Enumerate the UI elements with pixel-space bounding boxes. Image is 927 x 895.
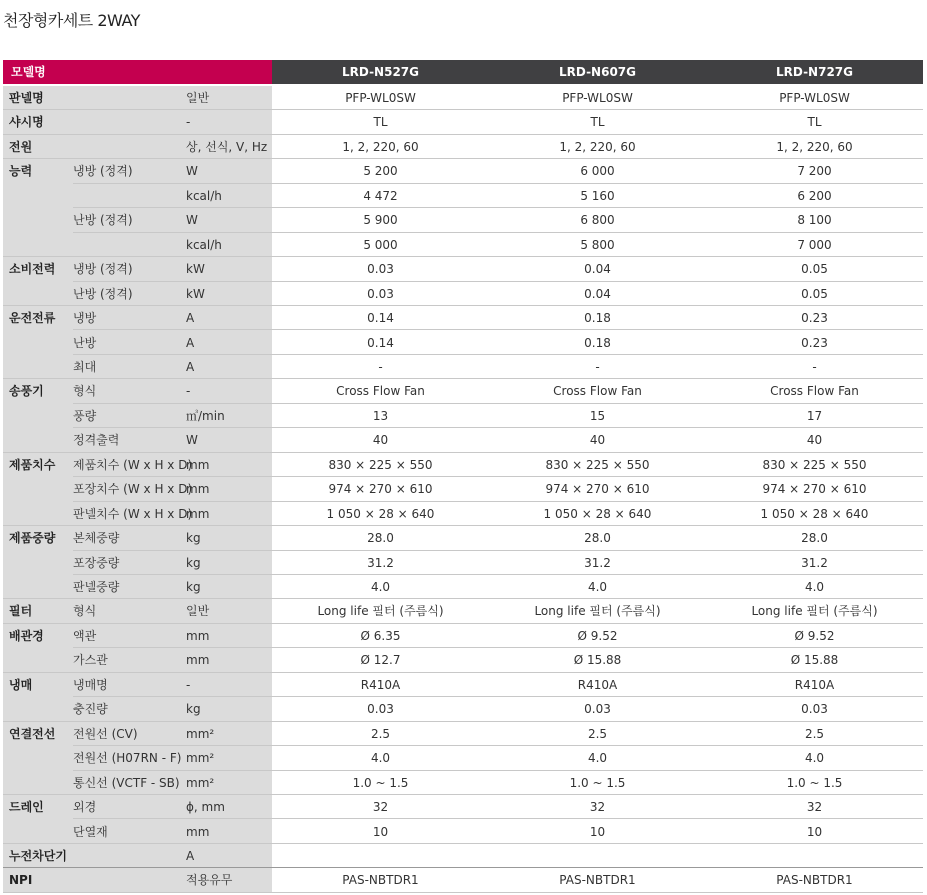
row-value-model-3: R410A (794, 677, 835, 692)
row-unit: mm (186, 506, 210, 521)
row-category: 제품치수 (9, 457, 56, 472)
row-value-model-3: 40 (806, 433, 823, 448)
row-value-model-3: 31.2 (801, 555, 828, 570)
row-category: 배관경 (9, 628, 44, 643)
table-row (3, 575, 923, 599)
row-value-model-3: 1 050 × 28 × 640 (760, 506, 869, 521)
row-value-model-3: 7 200 (797, 164, 832, 179)
row-value-model-1: R410A (360, 677, 401, 692)
row-value-model-3: 28.0 (801, 531, 828, 546)
row-subcategory: 냉방 (73, 311, 97, 326)
row-unit: A (186, 359, 195, 374)
row-value-model-2: 0.04 (584, 286, 611, 301)
row-subcategory: 난방 (73, 335, 97, 350)
row-value-model-1: 1 050 × 28 × 640 (326, 506, 435, 521)
row-category: 전원 (9, 139, 33, 154)
row-unit: 적용유무 (186, 873, 233, 888)
row-unit: A (186, 335, 195, 350)
row-value-model-1: 0.14 (367, 311, 394, 326)
row-value-model-3: PFP-WL0SW (779, 91, 850, 105)
row-value-model-3: 0.23 (801, 311, 828, 326)
row-value-model-2: 0.18 (584, 311, 611, 326)
table-row (3, 135, 923, 159)
row-value-model-2: 28.0 (584, 531, 611, 546)
row-unit: kW (186, 286, 205, 301)
row-unit: kW (186, 262, 205, 277)
row-value-model-1: 0.03 (367, 702, 394, 717)
table-row (3, 624, 923, 648)
row-unit: - (186, 384, 191, 399)
row-unit: kg (186, 555, 201, 570)
table-row (3, 697, 923, 721)
row-value-model-1: 830 × 225 × 550 (328, 457, 433, 472)
table-row (3, 648, 923, 672)
row-value-model-3: Long life 필터 (주름식) (751, 604, 878, 619)
row-subcategory: 정격출력 (73, 433, 120, 448)
table-row (3, 502, 923, 526)
row-category: 운전전류 (9, 311, 56, 326)
table-row (3, 404, 923, 428)
row-value-model-3: 0.05 (801, 286, 828, 301)
npi-divider (3, 867, 923, 868)
row-subcategory: 판넬치수 (W x H x D) (73, 506, 193, 521)
row-unit: kg (186, 531, 201, 546)
page-title: 천장형카세트 2WAY (3, 11, 140, 30)
row-value-model-3: Cross Flow Fan (770, 384, 859, 399)
row-subcategory: 통신선 (VCTF - SB) (73, 775, 180, 790)
row-value-model-3: TL (807, 115, 822, 130)
row-unit: mm (186, 824, 210, 839)
row-value-model-1: PAS-NBTDR1 (342, 873, 419, 888)
row-value-model-2: 10 (589, 824, 606, 839)
table-row (3, 526, 923, 550)
header-model-3: LRD-N727G (776, 65, 853, 79)
row-value-model-1: 5 900 (363, 213, 398, 228)
table-row (3, 233, 923, 257)
row-value-model-2: - (595, 359, 600, 374)
table-header (3, 60, 923, 84)
row-subcategory: 최대 (73, 359, 97, 374)
row-value-model-2: 0.03 (584, 702, 611, 717)
table-row (3, 184, 923, 208)
row-value-model-3: 0.03 (801, 702, 828, 717)
row-unit: mm² (186, 775, 215, 790)
header-models (272, 60, 923, 84)
row-value-model-3: 17 (806, 408, 823, 423)
row-subcategory: 난방 (정격) (73, 286, 133, 301)
row-value-model-2: Cross Flow Fan (553, 384, 642, 399)
row-subcategory: 냉방 (정격) (73, 262, 133, 277)
row-value-model-1: - (378, 359, 383, 374)
table-row (3, 673, 923, 697)
row-unit: kcal/h (186, 188, 222, 203)
row-unit: kg (186, 580, 201, 594)
table-row (3, 159, 923, 183)
table-row (3, 453, 923, 477)
row-value-model-1: Long life 필터 (주름식) (317, 604, 444, 619)
row-value-model-1: 5 200 (363, 164, 398, 179)
row-value-model-2: 32 (589, 800, 606, 815)
row-unit: W (186, 213, 198, 228)
table-row (3, 208, 923, 232)
row-subcategory: 냉매명 (73, 677, 108, 692)
row-value-model-1: 4.0 (370, 751, 391, 766)
row-subcategory: 포장중량 (73, 555, 120, 570)
row-value-model-3: Ø 9.52 (794, 628, 835, 643)
row-value-model-1: Cross Flow Fan (336, 384, 425, 399)
row-value-model-1: TL (373, 115, 388, 130)
table-row (3, 722, 923, 746)
row-subcategory: 형식 (73, 604, 97, 619)
row-value-model-3: - (812, 359, 817, 374)
table-row (3, 355, 923, 379)
row-value-model-2: 974 × 270 × 610 (545, 482, 650, 497)
row-value-model-3: 1, 2, 220, 60 (776, 139, 853, 154)
row-category: 소비전력 (9, 262, 56, 277)
row-value-model-2: 0.18 (584, 335, 611, 350)
header-model-label: 모델명 (3, 60, 272, 84)
row-value-model-3: PAS-NBTDR1 (776, 873, 853, 888)
row-unit: mm (186, 653, 210, 668)
row-unit: mm (186, 482, 210, 497)
row-value-model-2: 15 (589, 408, 606, 423)
row-value-model-2: R410A (577, 677, 618, 692)
table-row (3, 306, 923, 330)
row-value-model-3: Ø 15.88 (790, 653, 839, 668)
row-unit: - (186, 115, 191, 130)
row-subcategory: 제품치수 (W x H x D) (73, 457, 193, 472)
row-value-model-1: PFP-WL0SW (345, 91, 416, 105)
row-subcategory: 난방 (정격) (73, 213, 133, 228)
row-value-model-1: 31.2 (367, 555, 394, 570)
row-value-model-2: 6 000 (580, 164, 615, 179)
row-value-model-1: 5 000 (363, 237, 398, 252)
row-category: NPI (9, 873, 33, 888)
row-subcategory: 액관 (73, 628, 97, 643)
row-unit: A (186, 311, 195, 326)
row-value-model-2: 1, 2, 220, 60 (559, 139, 636, 154)
row-value-model-3: 1.0 ~ 1.5 (786, 775, 843, 790)
row-value-model-1: 974 × 270 × 610 (328, 482, 433, 497)
row-subcategory: 형식 (73, 384, 97, 399)
row-value-model-2: PFP-WL0SW (562, 91, 633, 105)
row-category: 샤시명 (9, 115, 44, 130)
row-subcategory: 풍량 (73, 408, 97, 423)
row-value-model-1: 0.03 (367, 262, 394, 277)
row-value-model-3: 6 200 (797, 188, 832, 203)
row-value-model-1: 0.14 (367, 335, 394, 350)
row-value-model-1: 32 (372, 800, 389, 815)
row-value-model-3: 0.23 (801, 335, 828, 350)
row-subcategory: 외경 (73, 800, 97, 815)
row-value-model-1: 40 (372, 433, 389, 448)
row-unit: 일반 (186, 604, 210, 619)
row-subcategory: 냉방 (정격) (73, 164, 133, 179)
row-unit: mm (186, 628, 210, 643)
row-value-model-1: 10 (372, 824, 389, 839)
row-value-model-3: 32 (806, 800, 823, 815)
row-subcategory: 단열재 (73, 824, 108, 839)
table-row (3, 795, 923, 819)
row-value-model-2: 31.2 (584, 555, 611, 570)
header-model-1: LRD-N527G (342, 65, 419, 79)
row-subcategory: 판넬중량 (73, 580, 120, 594)
table-row (3, 282, 923, 306)
row-category: 제품중량 (9, 531, 56, 546)
table-row (3, 477, 923, 501)
table-row (3, 379, 923, 403)
table-row (3, 86, 923, 110)
row-value-model-1: 4.0 (370, 580, 391, 594)
row-value-model-3: 10 (806, 824, 823, 839)
row-value-model-2: 6 800 (580, 213, 615, 228)
row-unit: 상, 선식, V, Hz (186, 139, 268, 154)
row-subcategory: 가스관 (73, 653, 108, 668)
row-unit: 일반 (186, 91, 210, 105)
row-value-model-3: 0.05 (801, 262, 828, 277)
row-value-model-3: 8 100 (797, 213, 832, 228)
row-value-model-1: 1, 2, 220, 60 (342, 139, 419, 154)
table-row (3, 746, 923, 770)
row-subcategory: 포장치수 (W x H x D) (73, 482, 193, 497)
row-value-model-2: 2.5 (587, 726, 608, 741)
row-category: 송풍기 (9, 384, 44, 399)
row-subcategory: 본체중량 (73, 531, 120, 546)
row-unit: W (186, 164, 198, 179)
row-subcategory: 전원선 (CV) (73, 726, 138, 741)
row-value-model-2: 5 800 (580, 237, 615, 252)
row-unit: kcal/h (186, 237, 222, 252)
row-value-model-1: 1.0 ~ 1.5 (352, 775, 409, 790)
row-unit: mm² (186, 726, 215, 741)
row-value-model-2: 4.0 (587, 580, 608, 594)
row-value-model-2: 1 050 × 28 × 640 (543, 506, 652, 521)
row-value-model-3: 4.0 (804, 751, 825, 766)
table-row (3, 428, 923, 452)
row-subcategory: 전원선 (H07RN - F) (73, 751, 182, 766)
row-value-model-2: Ø 9.52 (577, 628, 618, 643)
table-row (3, 844, 923, 868)
row-value-model-2: 4.0 (587, 751, 608, 766)
row-unit: kg (186, 702, 201, 717)
table-row (3, 820, 923, 844)
row-category: 드레인 (9, 800, 44, 815)
row-value-model-2: Ø 15.88 (573, 653, 622, 668)
row-value-model-1: 13 (372, 408, 389, 423)
row-subcategory: 충진량 (73, 702, 108, 717)
row-category: 필터 (9, 604, 33, 619)
row-value-model-1: 2.5 (370, 726, 391, 741)
row-value-model-1: Ø 6.35 (360, 628, 401, 643)
row-value-model-2: Long life 필터 (주름식) (534, 604, 661, 619)
row-unit: A (186, 848, 195, 863)
row-value-model-2: 5 160 (580, 188, 615, 203)
row-value-model-1: Ø 12.7 (360, 653, 401, 668)
table-row (3, 110, 923, 134)
row-value-model-2: 40 (589, 433, 606, 448)
row-value-model-2: TL (590, 115, 605, 130)
row-unit: ϕ, mm (186, 800, 225, 815)
header-model-2: LRD-N607G (559, 65, 636, 79)
row-value-model-3: 974 × 270 × 610 (762, 482, 867, 497)
row-value-model-2: 1.0 ~ 1.5 (569, 775, 626, 790)
row-value-model-2: 830 × 225 × 550 (545, 457, 650, 472)
row-unit: W (186, 433, 198, 448)
row-unit: mm² (186, 751, 215, 766)
row-value-model-3: 830 × 225 × 550 (762, 457, 867, 472)
row-category: 연결전선 (9, 726, 56, 741)
row-value-model-2: 0.04 (584, 262, 611, 277)
row-value-model-2: PAS-NBTDR1 (559, 873, 636, 888)
table-row (3, 331, 923, 355)
table-row (3, 868, 923, 892)
row-value-model-1: 0.03 (367, 286, 394, 301)
table-row (3, 599, 923, 623)
row-category: 누전차단기 (9, 848, 67, 863)
table-row (3, 257, 923, 281)
row-value-model-3: 2.5 (804, 726, 825, 741)
row-value-model-3: 4.0 (804, 580, 825, 594)
row-value-model-1: 28.0 (367, 531, 394, 546)
row-category: 판넬명 (9, 91, 44, 105)
row-unit: ㎥/min (186, 408, 225, 423)
row-unit: mm (186, 457, 210, 472)
row-value-model-1: 4 472 (363, 188, 398, 203)
table-row (3, 551, 923, 575)
row-category: 냉매 (9, 677, 33, 692)
table-row (3, 771, 923, 795)
row-value-model-3: 7 000 (797, 237, 832, 252)
row-category: 능력 (9, 164, 33, 179)
row-unit: - (186, 677, 191, 692)
